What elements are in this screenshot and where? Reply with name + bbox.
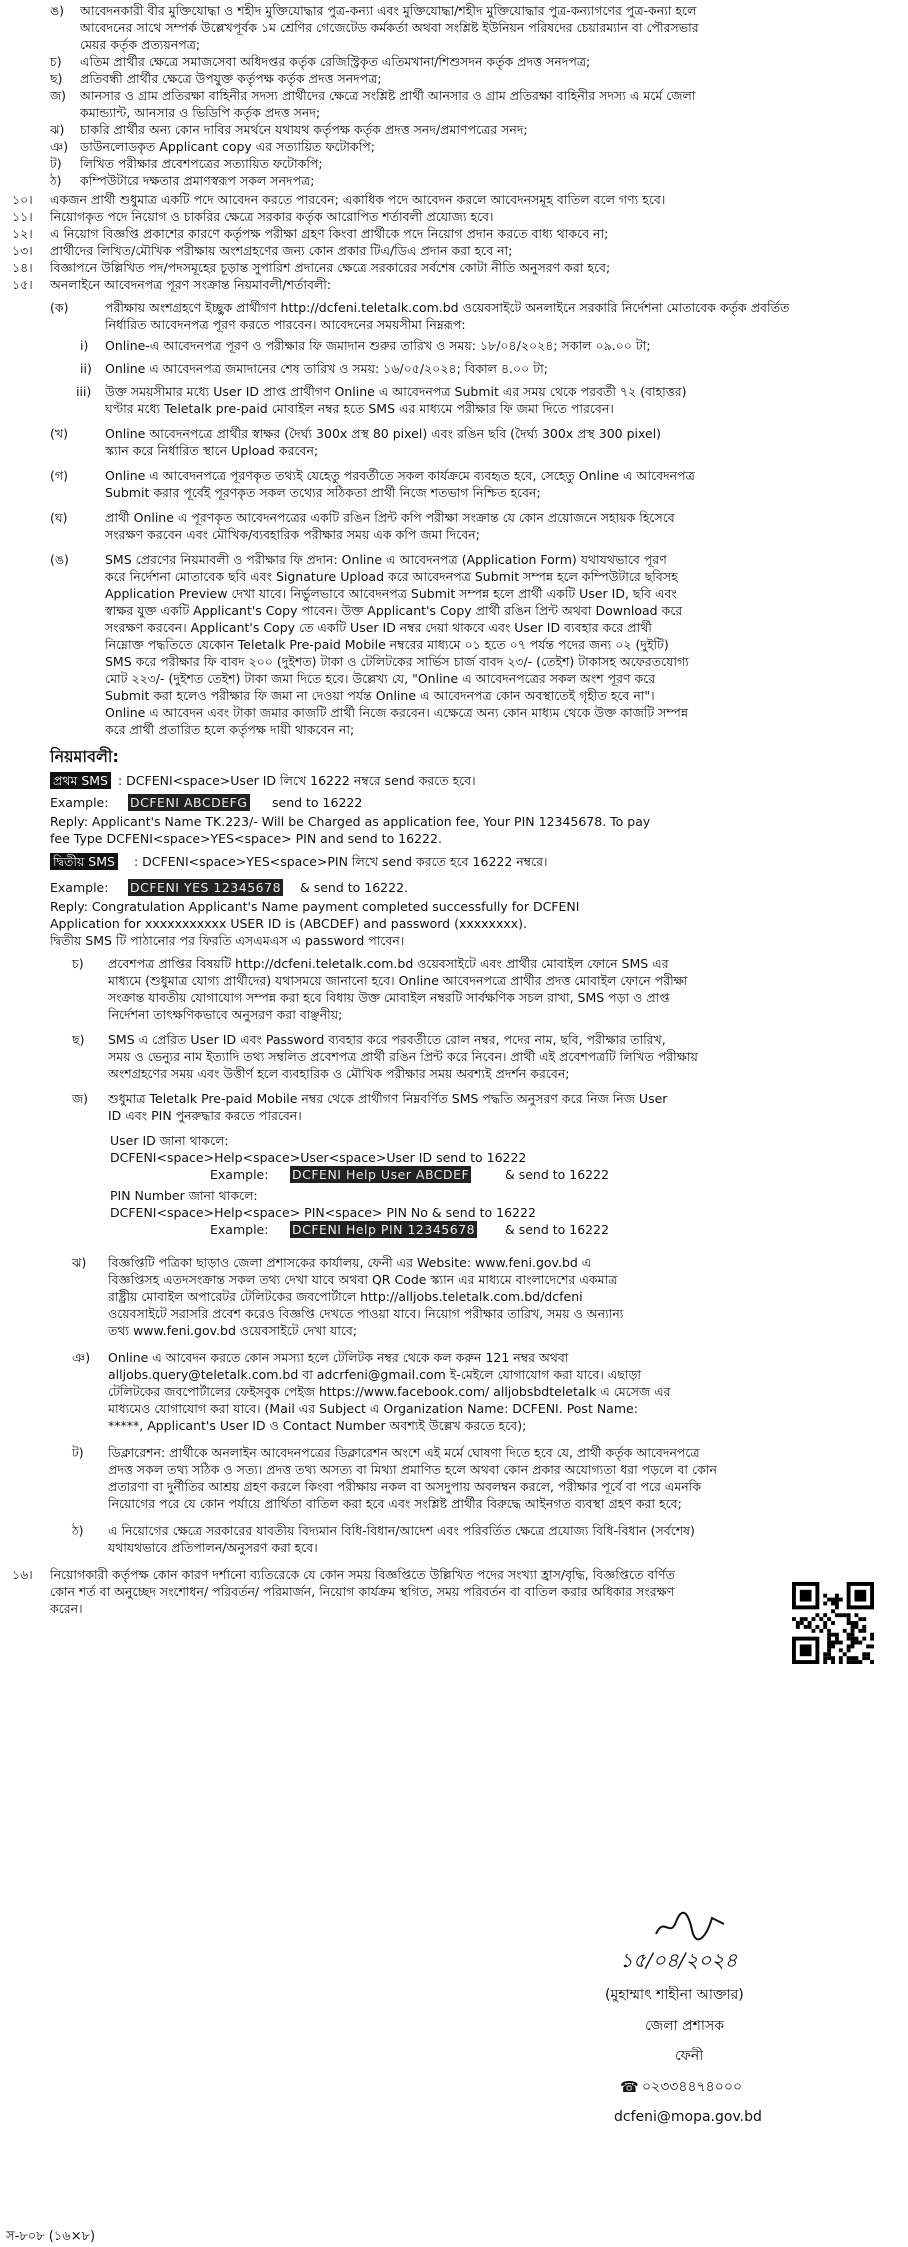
tail-item-text-line: ওয়েবসাইটে সরাসরি প্রবেশ করেও বিজ্ঞপ্তি দেখতে পাওয়া যাবে। নিয়োগ পরীক্ষার তারিখ, সময় ও অন্যান্য	[108, 1306, 624, 1321]
online-text-line: মোট ২২৩/- (দুইশত তেইশ) টাকা জমা দিতে হবে। উল্লেখ্য যে, "Online এ আবেদনপত্রের সকল অংশ পূরণ করে	[105, 671, 656, 686]
tail-item-marker: ঞ)	[72, 1350, 91, 1365]
tail-item-text-line: রাষ্ট্রীয় মোবাইল অপারেটর টেলিটকের জবপোর্টালে http://alljobs.teletalk.com.bd/dcfeni	[108, 1289, 583, 1304]
tail-item-text-line: Online এ আবেদন করতে কোন সমস্যা হলে টেলিটক নম্বর থেকে কল করুন 121 নম্বর অথবা	[108, 1350, 569, 1365]
item-text-line: লিখিত পরীক্ষার প্রবেশপত্রের সত্যায়িত ফটোকপি;	[80, 156, 323, 171]
online-text-line: Online এ আবেদনপত্রে পূরণকৃত তথ্যই যেহেতু পরবর্তীতে সকল কার্যক্রমে ব্যবহৃত হবে, সেহেতু Online এ আবেদনপত্র	[105, 468, 695, 483]
tail-item-marker: ট)	[72, 1445, 84, 1460]
example-prefix: Example:	[50, 795, 109, 810]
item-text-line: চাকরি প্রার্থীর অন্য কোন দাবির সমর্থনে যথাযথ কর্তৃপক্ষ কর্তৃক প্রদত্ত সনদ/প্রমাণপত্রের সনদ;	[80, 122, 528, 137]
clause-number: ১২।	[12, 226, 33, 241]
clause-text-line: একজন প্রার্থী শুধুমাত্র একটি পদে আবেদন করতে পারবেন; একাধিক পদে আবেদন করলে আবেদনসমূহ বাতিল বলে গণ্য হবে।	[50, 192, 666, 207]
example-suffix: & send to 16222.	[300, 880, 409, 895]
item-marker: ঠ)	[50, 173, 62, 188]
clause-number: ১৬।	[12, 1567, 33, 1582]
reply-text-line: Application for xxxxxxxxxxx USER ID is (ABCDEF) and password (xxxxxxxx).	[50, 916, 527, 931]
uid-label: User ID জানা থাকলে:	[110, 1133, 229, 1148]
tail-item-text-line: *****, Applicant's User ID ও Contact Number অবশ্যই উল্লেখ করতে হবে);	[108, 1418, 527, 1433]
tail-item-text-line: টেলিটকের জবপোর্টালের ফেইসবুক পেইজ https://www.facebook.com/ alljobsbdteletalk এ মেসেজ এর	[108, 1384, 671, 1399]
example-code: DCFENI ABCDEFG	[130, 795, 248, 810]
rules-item-text-line: সময় ও ভেন্যুর নাম ইত্যাদি তথ্য সম্বলিত প্রবেশপত্র প্রার্থী রঙিন প্রিন্ট করে নিবেন। প্রার্থী এই প্রবেশপত্রটি লিখিত পরীক্ষায়	[108, 1049, 698, 1064]
online-marker: (ঙ)	[50, 552, 69, 567]
item-marker: ঞ)	[50, 139, 69, 154]
online-text-line: উক্ত সময়সীমার মধ্যে User ID প্রাপ্ত প্রার্থীগণ Online এ আবেদনপত্র Submit এর সময় থেকে পরবর্তী ৭২ (বাহাত্তর)	[105, 384, 687, 399]
item-text-line: মেয়র কর্তৃক প্রত্যয়নপত্র;	[80, 37, 201, 52]
signatory-district: ফেনী	[675, 2048, 704, 2064]
clause-text-line: বিজ্ঞাপনে উল্লিখিত পদ/পদসমূহের চূড়ান্ত সুপারিশ প্রদানের ক্ষেত্রে সরকারের সর্বশেষ কোটা নীতি অনুসরণ করা হবে;	[50, 260, 611, 275]
clause-number: ১০।	[12, 192, 33, 207]
second-sms-text: : DCFENI<space>YES<space>PIN লিখে send করতে হবে 16222 নম্বরে।	[134, 854, 548, 869]
reply-text-line: fee Type DCFENI<space>YES<space> PIN and send to 16222.	[50, 831, 442, 846]
rules-item-text-line: SMS এ প্রেরিত User ID এবং Password ব্যবহার করে পরবর্তীতে রোল নম্বর, পদের নাম, ছবি, পরীক্ষার তারিখ,	[108, 1032, 666, 1047]
online-text-line: Online-এ আবেদনপত্র পূরণ ও পরীক্ষার ফি জমাদান শুরুর তারিখ ও সময়: ১৮/০৪/২০২৪; সকাল ০৯.০০ টা;	[105, 338, 651, 353]
online-text-line: SMS করে পরীক্ষার ফি বাবদ ২০০ (দুইশত) টাকা ও টেলিটকের সার্ভিস চার্জ বাবদ ২৩/- (তেইশ) টাকাসহ অফেরতযোগ্য	[105, 654, 689, 669]
clause-number: ১৪।	[12, 260, 33, 275]
clause-number: ১১।	[12, 209, 33, 224]
rules-item-marker: ছ)	[72, 1032, 85, 1047]
item-marker: ট)	[50, 156, 62, 171]
tail-item-text-line: তথ্য www.feni.gov.bd ওয়েবসাইটে দেখা যাবে;	[108, 1323, 358, 1338]
online-text-line: নির্ধারিত আবেদনপত্র পূরণ করতে পারবেন। আবেদনের সময়সীমা নিম্নরূপ:	[105, 317, 466, 332]
item-marker: ঙ)	[50, 3, 65, 18]
tail-item-text-line: ডিক্লারেশন: প্রার্থীকে অনলাইন আবেদনপত্রের ডিক্লারেশন অংশে এই মর্মে ঘোষণা দিতে হবে যে, প্রার্থী কর্তৃক আবেদনপত্রে	[108, 1445, 700, 1460]
item-text-line: প্রতিবন্ধী প্রার্থীর ক্ষেত্রে উপযুক্ত কর্তৃপক্ষ কর্তৃক প্রদত্ত সনদপত্র;	[80, 71, 382, 86]
rules-item-text-line: শুধুমাত্র Teletalk Pre-paid Mobile নম্বর থেকে প্রার্থীগণ নিম্নবর্ণিত SMS পদ্ধতি অনুসরণ করে নিজ নিজ User	[108, 1091, 668, 1106]
item-text-line: এতিম প্রার্থীর ক্ষেত্রে সমাজসেবা অধিদপ্তর কর্তৃক রেজিস্ট্রিকৃত এতিমখানা/শিশুসদন কর্তৃক প্রদত্ত সনদপত্র;	[80, 54, 591, 69]
example-prefix: Example:	[210, 1167, 269, 1182]
item-text-line: আনসার ও গ্রাম প্রতিরক্ষা বাহিনীর সদস্য প্রার্থীদের ক্ষেত্রে সংশ্লিষ্ট প্রার্থী আনসার ও গ্রাম প্রতিরক্ষা বাহিনীর সদস্য এ মর্মে জেলা	[80, 88, 696, 103]
rules-item-text-line: সংক্রান্ত যাবতীয় যোগাযোগ সম্পন্ন করা হবে বিধায় উক্ত মোবাইল নম্বরটি সার্বক্ষণিক সচল রাখা, SMS পড়া ও প্রাপ্ত	[108, 990, 670, 1005]
online-text-line: Online এ আবেদন এবং টাকা জমার কাজটি প্রার্থী নিজে করবেন। এক্ষেত্রে অন্য কোন মাধ্যম থেকে উক্ত কাজটি সম্পন্ন	[105, 705, 689, 720]
item-marker: জ)	[50, 88, 67, 103]
pin-label: PIN Number জানা থাকলে:	[110, 1188, 258, 1203]
example-suffix: send to 16222	[272, 795, 363, 810]
online-text-line: Online আবেদনপত্রে প্রার্থীর স্বাক্ষর (দৈর্ঘ্য 300x প্রস্থ 80 pixel) এবং রঙিন ছবি (দৈর্ঘ্য 300x প্রস্থ 300 pixel)	[105, 426, 662, 441]
tail-item-text-line: alljobs.query@teletalk.com.bd বা adcrfeni@gmail.com ই-মেইলে যোগাযোগ করা যাবে। এছাড়া	[108, 1367, 642, 1382]
online-sub-marker: iii)	[76, 384, 92, 399]
rules-item-text-line: নির্দেশনা তাৎক্ষণিকভাবে অনুসরণ করা বাঞ্ছনীয়;	[108, 1007, 343, 1022]
footer-code: স-৮০৮ (১৬×৮)	[6, 2229, 96, 2244]
tail-item-text-line: প্রতারণা বা দুর্নীতির আশ্রয় গ্রহণ করলে কিংবা পরীক্ষায় নকল বা অসদুপায় অবলম্বন করলে, পরীক্ষার পূর্বে বা পরে এমনকি	[108, 1479, 702, 1494]
online-text-line: সংরক্ষণ করবেন এবং মৌখিক/ব্যবহারিক পরীক্ষার সময় এক কপি জমা দিবেন;	[105, 527, 480, 542]
online-text-line: Application Preview দেখা যাবে। নির্ভুলভাবে আবেদনপত্র Submit সম্পন্ন হলে প্রার্থী একটি User ID, ছবি এবং	[105, 586, 677, 601]
clause-number: ১৩।	[12, 243, 33, 258]
clause-text-line: নিয়োগকৃত পদে নিয়োগ ও চাকরির ক্ষেত্রে সরকার কর্তৃক আরোপিত শর্তাবলী প্রযোজ্য হবে।	[50, 209, 494, 224]
online-text-line: ঘণ্টার মধ্যে Teletalk pre-paid মোবাইল নম্বর হতে SMS এর মাধ্যমে পরীক্ষার ফি জমা দিতে পারবেন।	[105, 401, 614, 416]
online-text-line: সংরক্ষণ করবেন। Applicant's Copy তে একটি User ID নম্বর দেয়া থাকবে এবং User ID ব্যবহার করে প্রার্থী	[105, 620, 652, 635]
example-code: DCFENI YES 12345678	[130, 880, 282, 895]
tail-item-marker: ঝ)	[72, 1255, 87, 1270]
online-text-line: করে নির্দেশনা মোতাবেক ছবি এবং Signature Upload করে আবেদনপত্র Submit সম্পন্ন হলে কম্পিউটারে ছবিসহ	[105, 569, 678, 584]
item-marker: ছ)	[50, 71, 63, 86]
online-text-line: SMS প্রেরণের নিয়মাবলী ও পরীক্ষার ফি প্রদান: Online এ আবেদনপত্র (Application Form) যথাযথভাবে পূরণ	[105, 552, 667, 567]
example-prefix: Example:	[210, 1222, 269, 1237]
pin-command: DCFENI<space>Help<space> PIN<space> PIN No & send to 16222	[110, 1205, 536, 1220]
clause-number: ১৫।	[12, 277, 33, 292]
second-sms-tag: দ্বিতীয় SMS	[50, 853, 118, 870]
tail-item-text-line: যথাযথভাবে প্রতিপালন/অনুসরণ করা হবে।	[108, 1540, 318, 1555]
online-text-line: Online এ আবেদনপত্র জমাদানের শেষ তারিখ ও সময়: ১৬/০৫/২০২৪; বিকাল ৪.০০ টা;	[105, 361, 548, 376]
online-sub-marker: ii)	[80, 361, 92, 376]
item-text-line: আবেদনকারী বীর মুক্তিযোদ্ধা ও শহীদ মুক্তিযোদ্ধার পুত্র-কন্যা এবং মুক্তিযোদ্ধা/শহীদ মুক্তিযোদ্ধার পুত্র-কন্যাগণের পুত্র-কন্যা হলে	[80, 3, 697, 18]
item-text-line: ডাউনলোডকৃত Applicant copy এর সত্যায়িত ফটোকপি;	[80, 139, 375, 154]
tail-item-text-line: বিজ্ঞপ্তিসহ এতদসংক্রান্ত সকল তথ্য দেখা যাবে অথবা QR Code স্ক্যান এর মাধ্যমে বাংলাদেশের একমাত্র	[108, 1272, 618, 1287]
rules-item-marker: চ)	[72, 956, 84, 971]
item-marker: ঝ)	[50, 122, 65, 137]
online-text-line: নিম্নোক্ত পদ্ধতিতে যেকোন Teletalk Pre-paid Mobile নম্বরের মাধ্যমে ০১ হতে ০৭ পর্যন্ত পদের জন্য ০২ (দুইটি)	[105, 637, 669, 652]
example-code: DCFENI Help User ABCDEF	[292, 1167, 470, 1182]
qr-code	[792, 1582, 874, 1664]
rules-heading: নিয়মাবলী:	[50, 747, 119, 766]
item-text-line: কম্পিউটারে দক্ষতার প্রমাণস্বরূপ সকল সনদপত্র;	[80, 173, 315, 188]
example-prefix: Example:	[50, 880, 109, 895]
online-text-line: করে প্রার্থী প্রতারিত হলে কর্তৃপক্ষ দায়ী থাকবেন না;	[105, 722, 355, 737]
first-sms-tag: প্রথম SMS	[50, 772, 111, 789]
clause-text-line: প্রার্থীদের লিখিত/মৌখিক পরীক্ষায় অংশগ্রহণের জন্য কোন প্রকার টিএ/ডিএ প্রদান করা হবে না;	[50, 243, 513, 258]
clause-text-line: এ নিয়োগ বিজ্ঞপ্তি প্রকাশের কারণে কর্তৃপক্ষ পরীক্ষা গ্রহণ কিংবা প্রার্থীকে পদে নিয়োগ প্রদান করতে বাধ্য থাকবে না;	[50, 226, 609, 241]
online-marker: (ঘ)	[50, 510, 68, 525]
reply-text-line: Reply: Applicant's Name TK.223/- Will be Charged as application fee, Your PIN 12345678. To pay	[50, 814, 651, 829]
rules-item-text-line: প্রবেশপত্র প্রাপ্তির বিষয়টি http://dcfeni.teletalk.com.bd ওয়েবসাইটে এবং প্রার্থীর মোবাইল ফোনে SMS এর	[108, 956, 669, 971]
telephone-icon: ☎	[620, 2078, 639, 2096]
signatory-title: জেলা প্রশাসক	[645, 2018, 724, 2034]
online-marker: (গ)	[50, 468, 68, 483]
example-suffix: & send to 16222	[505, 1167, 610, 1182]
signature-date: ১৫/০৪/২০২৪	[620, 1948, 738, 1972]
signatory-phone: ০২৩৩৪৪৭৪০০০	[642, 2079, 743, 2095]
signatory-email: dcfeni@mopa.gov.bd	[614, 2109, 762, 2125]
rules-item-text-line: অংশগ্রহণের সময় এবং উত্তীর্ণ হলে ব্যবহারিক ও মৌখিক পরীক্ষার সময় অবশ্যই প্রদর্শন করবেন;	[108, 1066, 570, 1081]
rules-item-marker: জ)	[72, 1091, 89, 1106]
tail-item-text-line: বিজ্ঞপ্তিটি পত্রিকা ছাড়াও জেলা প্রশাসকের কার্যালয়, ফেনী এর Website: www.feni.gov.bd এ	[108, 1255, 592, 1270]
reply-text-line: Reply: Congratulation Applicant's Name payment completed successfully for DCFENI	[50, 899, 580, 914]
item-text-line: আবেদনের সাথে সম্পর্ক উল্লেখপূর্বক ১ম শ্রেণির গেজেটেড কর্মকর্তা অথবা সংশ্লিষ্ট ইউনিয়ন পরিষদের চেয়ারম্যান বা পৌরসভার	[80, 20, 699, 35]
handwritten-signature	[650, 1908, 730, 1944]
clause-text-line: অনলাইনে আবেদনপত্র পূরণ সংক্রান্ত নিয়মাবলী/শর্তাবলী:	[50, 277, 332, 292]
second-sms-note: দ্বিতীয় SMS টি পাঠানোর পর ফিরতি এসএমএস এ password পাবেন।	[50, 933, 405, 948]
tail-item-text-line: এ নিয়োগের ক্ষেত্রে সরকারের যাবতীয় বিদ্যমান বিধি-বিধান/আদেশ এবং পরিবর্তিত ক্ষেত্রে প্রযোজ্য বিধি-বিধান (সর্বশেষ)	[108, 1523, 695, 1538]
example-code: DCFENI Help PIN 12345678	[292, 1222, 476, 1237]
online-text-line: Submit করা হলেও পরীক্ষার ফি জমা না দেওয়া পর্যন্ত Online এ আবেদনপত্র কোন অবস্থাতেই গৃহীত হবে না"।	[105, 688, 655, 703]
tail-item-marker: ঠ)	[72, 1523, 84, 1538]
online-marker: (ক)	[50, 300, 69, 315]
signatory-name: (মুহাম্মাৎ শাহীনা আক্তার)	[605, 1987, 744, 2003]
clause-text-line: কোন শর্ত বা অনুচ্ছেদ সংশোধন/ পরিবর্তন/ পরিমার্জন, নিয়োগ কার্যক্রম স্থগিত, সময় পরিবর্তন বা বাতিল করার অধিকার সংরক্ষণ	[50, 1584, 675, 1599]
online-text-line: স্ক্যান করে নির্ধারিত স্থানে Upload করবেন;	[105, 443, 319, 458]
tail-item-text-line: নিয়োগের পরে যে কোন পর্যায়ে প্রার্থিতা বাতিল করা হবে এবং সংশ্লিষ্ট প্রার্থীর বিরুদ্ধে আইনগত ব্যবস্থা গ্রহণ করা হবে;	[108, 1496, 682, 1511]
first-sms-text: : DCFENI<space>User ID লিখে 16222 নম্বরে send করতে হবে।	[118, 773, 476, 788]
online-text-line: প্রার্থী Online এ পূরণকৃত আবেদনপত্রের একটি রঙিন প্রিন্ট কপি পরীক্ষা সংক্রান্ত যে কোন প্রয়োজনে সহায়ক হিসেবে	[105, 510, 675, 525]
tail-item-text-line: প্রদত্ত সকল তথ্য সঠিক ও সত্য। প্রদত্ত তথ্য অসত্য বা মিথ্যা প্রমাণিত হলে অথবা কোন প্রকার অযোগ্যতা ধরা পড়লে বা কোন	[108, 1462, 717, 1477]
tail-item-text-line: মাধ্যমেও যোগাযোগ করা যাবে। (Mail এর Subject এ Organization Name: DCFENI. Post Name:	[108, 1401, 638, 1416]
online-text-line: পরীক্ষায় অংশগ্রহণে ইচ্ছুক প্রার্থীগণ http://dcfeni.teletalk.com.bd ওয়েবসাইটে অনলাইনে সরকারি নির্দেশনা মোতাবেক কর্তৃক প্রবর্তিত	[105, 300, 790, 315]
rules-item-text-line: ID এবং PIN পুনরুদ্ধার করতে পারবেন।	[108, 1108, 302, 1123]
online-text-line: Submit করার পূর্বেই পূরণকৃত সকল তথ্যের সঠিকতা প্রার্থী নিজে শতভাগ নিশ্চিত হবেন;	[105, 485, 541, 500]
clause-text-line: করেন।	[50, 1601, 83, 1616]
item-marker: চ)	[50, 54, 62, 69]
item-text-line: কমান্ড্যান্ট, আনসার ও ভিডিপি কর্তৃক প্রদত্ত সনদ;	[80, 105, 321, 120]
online-text-line: স্বাক্ষর যুক্ত একটি Applicant's Copy পাবেন। উক্ত Applicant's Copy প্রার্থী রঙিন প্রিন্ট অথবা Download করে	[105, 603, 683, 618]
online-marker: (খ)	[50, 426, 68, 441]
example-suffix: & send to 16222	[505, 1222, 610, 1237]
online-sub-marker: i)	[80, 338, 89, 353]
uid-command: DCFENI<space>Help<space>User<space>User ID send to 16222	[110, 1150, 527, 1165]
rules-item-text-line: মাধ্যমে (শুধুমাত্র যোগ্য প্রার্থীদের) যথাসময়ে জানানো হবে। Online আবেদনপত্রে প্রার্থীর প্রদত্ত মোবাইল ফোনে পরীক্ষা	[108, 973, 688, 988]
clause-text-line: নিয়োগকারী কর্তৃপক্ষ কোন কারণ দর্শানো ব্যতিরেকে যে কোন সময় বিজ্ঞপ্তিতে উল্লিখিত পদের সংখ্যা হ্রাস/বৃদ্ধি, বিজ্ঞপ্তিতে বর্ণিত	[50, 1567, 675, 1582]
